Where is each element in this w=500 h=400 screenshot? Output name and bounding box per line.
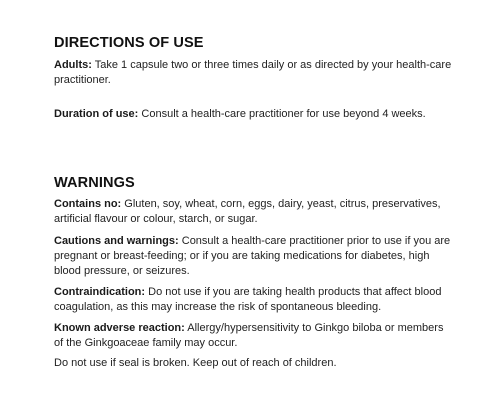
duration-paragraph: [54, 107, 454, 122]
duration-text: Consult a health-care practitioner for use beyond 4 weeks.: [138, 108, 426, 120]
cautions-label: Cautions and warnings:: [54, 235, 179, 247]
contraindication-paragraph: [54, 285, 454, 315]
adults-paragraph: [54, 58, 454, 88]
adverse-reaction-paragraph: [54, 321, 454, 351]
duration-label: Duration of use:: [54, 108, 139, 120]
contains-paragraph: [54, 197, 454, 227]
adverse-reaction-label: Known adverse reaction:: [54, 322, 185, 334]
adults-label: Adults:: [54, 59, 92, 71]
contraindication-text: Do not use if you are taking health products that affect blood coagulation, as this may increase the risk of spontaneous bleeding.: [54, 286, 442, 313]
contains-text: Gluten, soy, wheat, corn, eggs, dairy, yeast, citrus, preservatives, artificial flavour or colour, starch, or sugar.: [54, 198, 441, 225]
contraindication-label: Contraindication:: [54, 286, 146, 298]
adults-text: Take 1 capsule two or three times daily or as directed by your health-care practitioner.: [54, 59, 452, 86]
cautions-text: Consult a health-care practitioner prior to use if you are pregnant or breast-feeding; or if you are taking medications for diabetes, high blood pressure, or seizures.: [54, 235, 451, 277]
cautions-paragraph: [54, 234, 454, 279]
contains-label: Contains no:: [54, 198, 122, 210]
warnings-heading: WARNINGS: [54, 174, 135, 191]
seal-warning-paragraph: Do not use if seal is broken. Keep out of reach of children.: [54, 357, 337, 369]
directions-heading: DIRECTIONS OF USE: [54, 34, 204, 51]
adverse-reaction-text: Allergy/hypersensitivity to Ginkgo biloba or members of the Ginkgoaceae family may occur.: [54, 322, 444, 349]
